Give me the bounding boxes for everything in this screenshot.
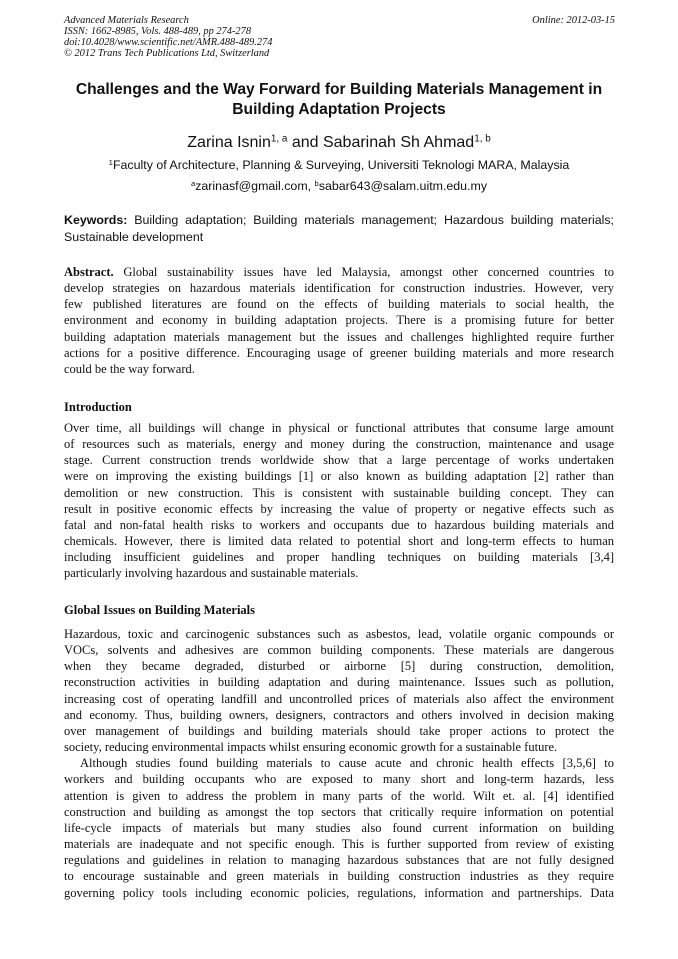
emails bbox=[0, 178, 678, 194]
text-line: particularly involving hazardous and sustainable materials. bbox=[64, 566, 359, 581]
journal-info bbox=[64, 15, 272, 59]
keywords bbox=[64, 212, 614, 246]
text-line: when they became degraded, disturbed or airborne [5] during construction, demolition, bbox=[64, 659, 614, 674]
email-sup: b bbox=[314, 178, 319, 188]
text-line: Over time, all buildings will change in physical or functional attributes that consume large amount bbox=[64, 421, 614, 435]
abstract-body bbox=[64, 280, 614, 377]
text-line: few published literatures are found on the effects of building materials to social health, the bbox=[64, 297, 614, 312]
abstract bbox=[64, 264, 614, 377]
text-line: workers and building occupants who are exposed to many short and long-term hazards, less bbox=[64, 772, 614, 787]
text-line: could be the way forward. bbox=[64, 361, 195, 376]
introduction-body bbox=[64, 420, 614, 582]
text-line: including insufficient guidelines and proper handling techniques on building materials [3,4] bbox=[64, 550, 614, 565]
abstract-text: Global sustainability issues have led Malaysia, amongst other concerned countries to bbox=[113, 265, 614, 279]
text-line: building adaptation materials management but the issues and challenges highlighted require further bbox=[64, 329, 614, 344]
text-line: reconstruction activities in building adaptation and during maintenance. Issues such as pollution, bbox=[64, 675, 614, 690]
email-sup: a bbox=[190, 178, 196, 188]
text-line: environment and economy in building adaptation projects. There is a promising future for better bbox=[64, 313, 614, 328]
text-line: actions for a positive difference. Encouraging usage of greener building materials and more research bbox=[64, 345, 614, 360]
text-line: result in positive economic effects by increasing the value of property or negative effects such as bbox=[64, 501, 614, 516]
section-heading-global-issues: Global Issues on Building Materials bbox=[64, 603, 256, 617]
text-line: increasing cost of operating landfill and uncontrolled prices of materials also affect the environment bbox=[64, 691, 614, 706]
keywords-text: Sustainable development bbox=[64, 230, 204, 244]
text-line: materials are inadequate and not specific enough. This is further supported from review of existing bbox=[64, 837, 614, 852]
text-line: governing policy tools including economic policies, regulations, information and partnerships. Data bbox=[64, 885, 614, 900]
paragraph bbox=[64, 626, 614, 755]
author-name: Zarina Isnin bbox=[187, 134, 271, 151]
title-line: Building Adaptation Projects bbox=[232, 101, 446, 118]
journal-issn: ISSN: 1662-8985, Vols. 488-489, pp 274-278 bbox=[64, 26, 252, 37]
global-issues-body bbox=[64, 626, 614, 901]
text-line: attention is given to address the problem in many parts of the world. Wilt et. al. [4] identified bbox=[64, 788, 614, 803]
authors bbox=[0, 133, 678, 153]
journal-copyright: © 2012 Trans Tech Publications Ltd, Switzerland bbox=[64, 48, 270, 59]
author-affil-sup: 1, b bbox=[474, 133, 491, 145]
text-line: of resources such as materials, energy and money during the construction, maintenance and usage bbox=[64, 437, 614, 452]
text-line: regulations and guidelines in relation to managing hazardous substances that are not fully designed bbox=[64, 853, 614, 868]
email-link[interactable]: zarinasf@gmail.com, bbox=[195, 179, 315, 193]
journal-name: Advanced Materials Research bbox=[64, 15, 189, 26]
paragraph bbox=[64, 755, 614, 900]
keywords-label: Keywords: bbox=[64, 213, 128, 227]
author-affil-sup: 1, a bbox=[270, 133, 288, 145]
text-line: and economy. Thus, building owners, designers, contractors and others involved in decision making bbox=[64, 707, 614, 722]
text-line: fatal and non-fatal health risks to workers and occupants due to hazardous building materials and bbox=[64, 517, 614, 532]
affiliation bbox=[0, 157, 678, 173]
text-line: society, reducing environmental impacts whilst ensuring economic growth for a sustainable future. bbox=[64, 740, 558, 755]
text-line: construction and building as amongst the top sectors that critically require information on potential bbox=[64, 804, 614, 819]
text-line: Although studies found building materials to cause acute and chronic health effects [3,5,6] to bbox=[80, 756, 614, 771]
online-date: Online: 2012-03-15 bbox=[532, 15, 615, 26]
paper-title bbox=[40, 80, 638, 120]
text-line: were on improving the existing buildings [1] or also known as building adaptation [2] rather than bbox=[64, 469, 614, 484]
section-heading-introduction: Introduction bbox=[64, 400, 132, 414]
author-name: Sabarinah Sh Ahmad bbox=[322, 134, 475, 151]
text-line: Hazardous, toxic and carcinogenic substances such as asbestos, lead, volatile organic compounds or bbox=[64, 627, 614, 641]
text-line: stage. Current construction trends worldwide show that a large percentage of works undertaken bbox=[64, 453, 614, 468]
text-line: over management of buildings and building materials should take proper actions to protect the bbox=[64, 723, 614, 738]
text-line: life-cycle impacts of materials but many studies also found current information on building bbox=[64, 820, 614, 835]
text-line: VOCs, solvents and adhesives are common building components. These materials are dangerous bbox=[64, 643, 614, 658]
journal-doi: doi:10.4028/www.scientific.net/AMR.488-489.274 bbox=[64, 37, 273, 48]
text-line: demolition or new construction. This is consistent with sustainable building concept. They can bbox=[64, 485, 614, 500]
affil-text: Faculty of Architecture, Planning & Surveying, Universiti Teknologi MARA, Malaysia bbox=[112, 158, 570, 172]
authors-and: and bbox=[287, 134, 323, 151]
text-line: to encourage sustainable and green materials in building construction industries as they require bbox=[64, 869, 614, 884]
text-line: develop strategies on hazardous materials identification for construction industries. However, very bbox=[64, 281, 614, 296]
title-line: Challenges and the Way Forward for Building Materials Management in bbox=[75, 81, 603, 98]
affil-sup: 1 bbox=[108, 157, 113, 167]
email-link[interactable]: sabar643@salam.uitm.edu.my bbox=[318, 179, 488, 193]
abstract-label: Abstract. bbox=[64, 265, 114, 279]
keywords-text: Building adaptation; Building materials management; Hazardous building materials; bbox=[127, 213, 614, 227]
text-line: chemicals. However, there is limited data related to potential short and long-term effects to human bbox=[64, 534, 614, 549]
